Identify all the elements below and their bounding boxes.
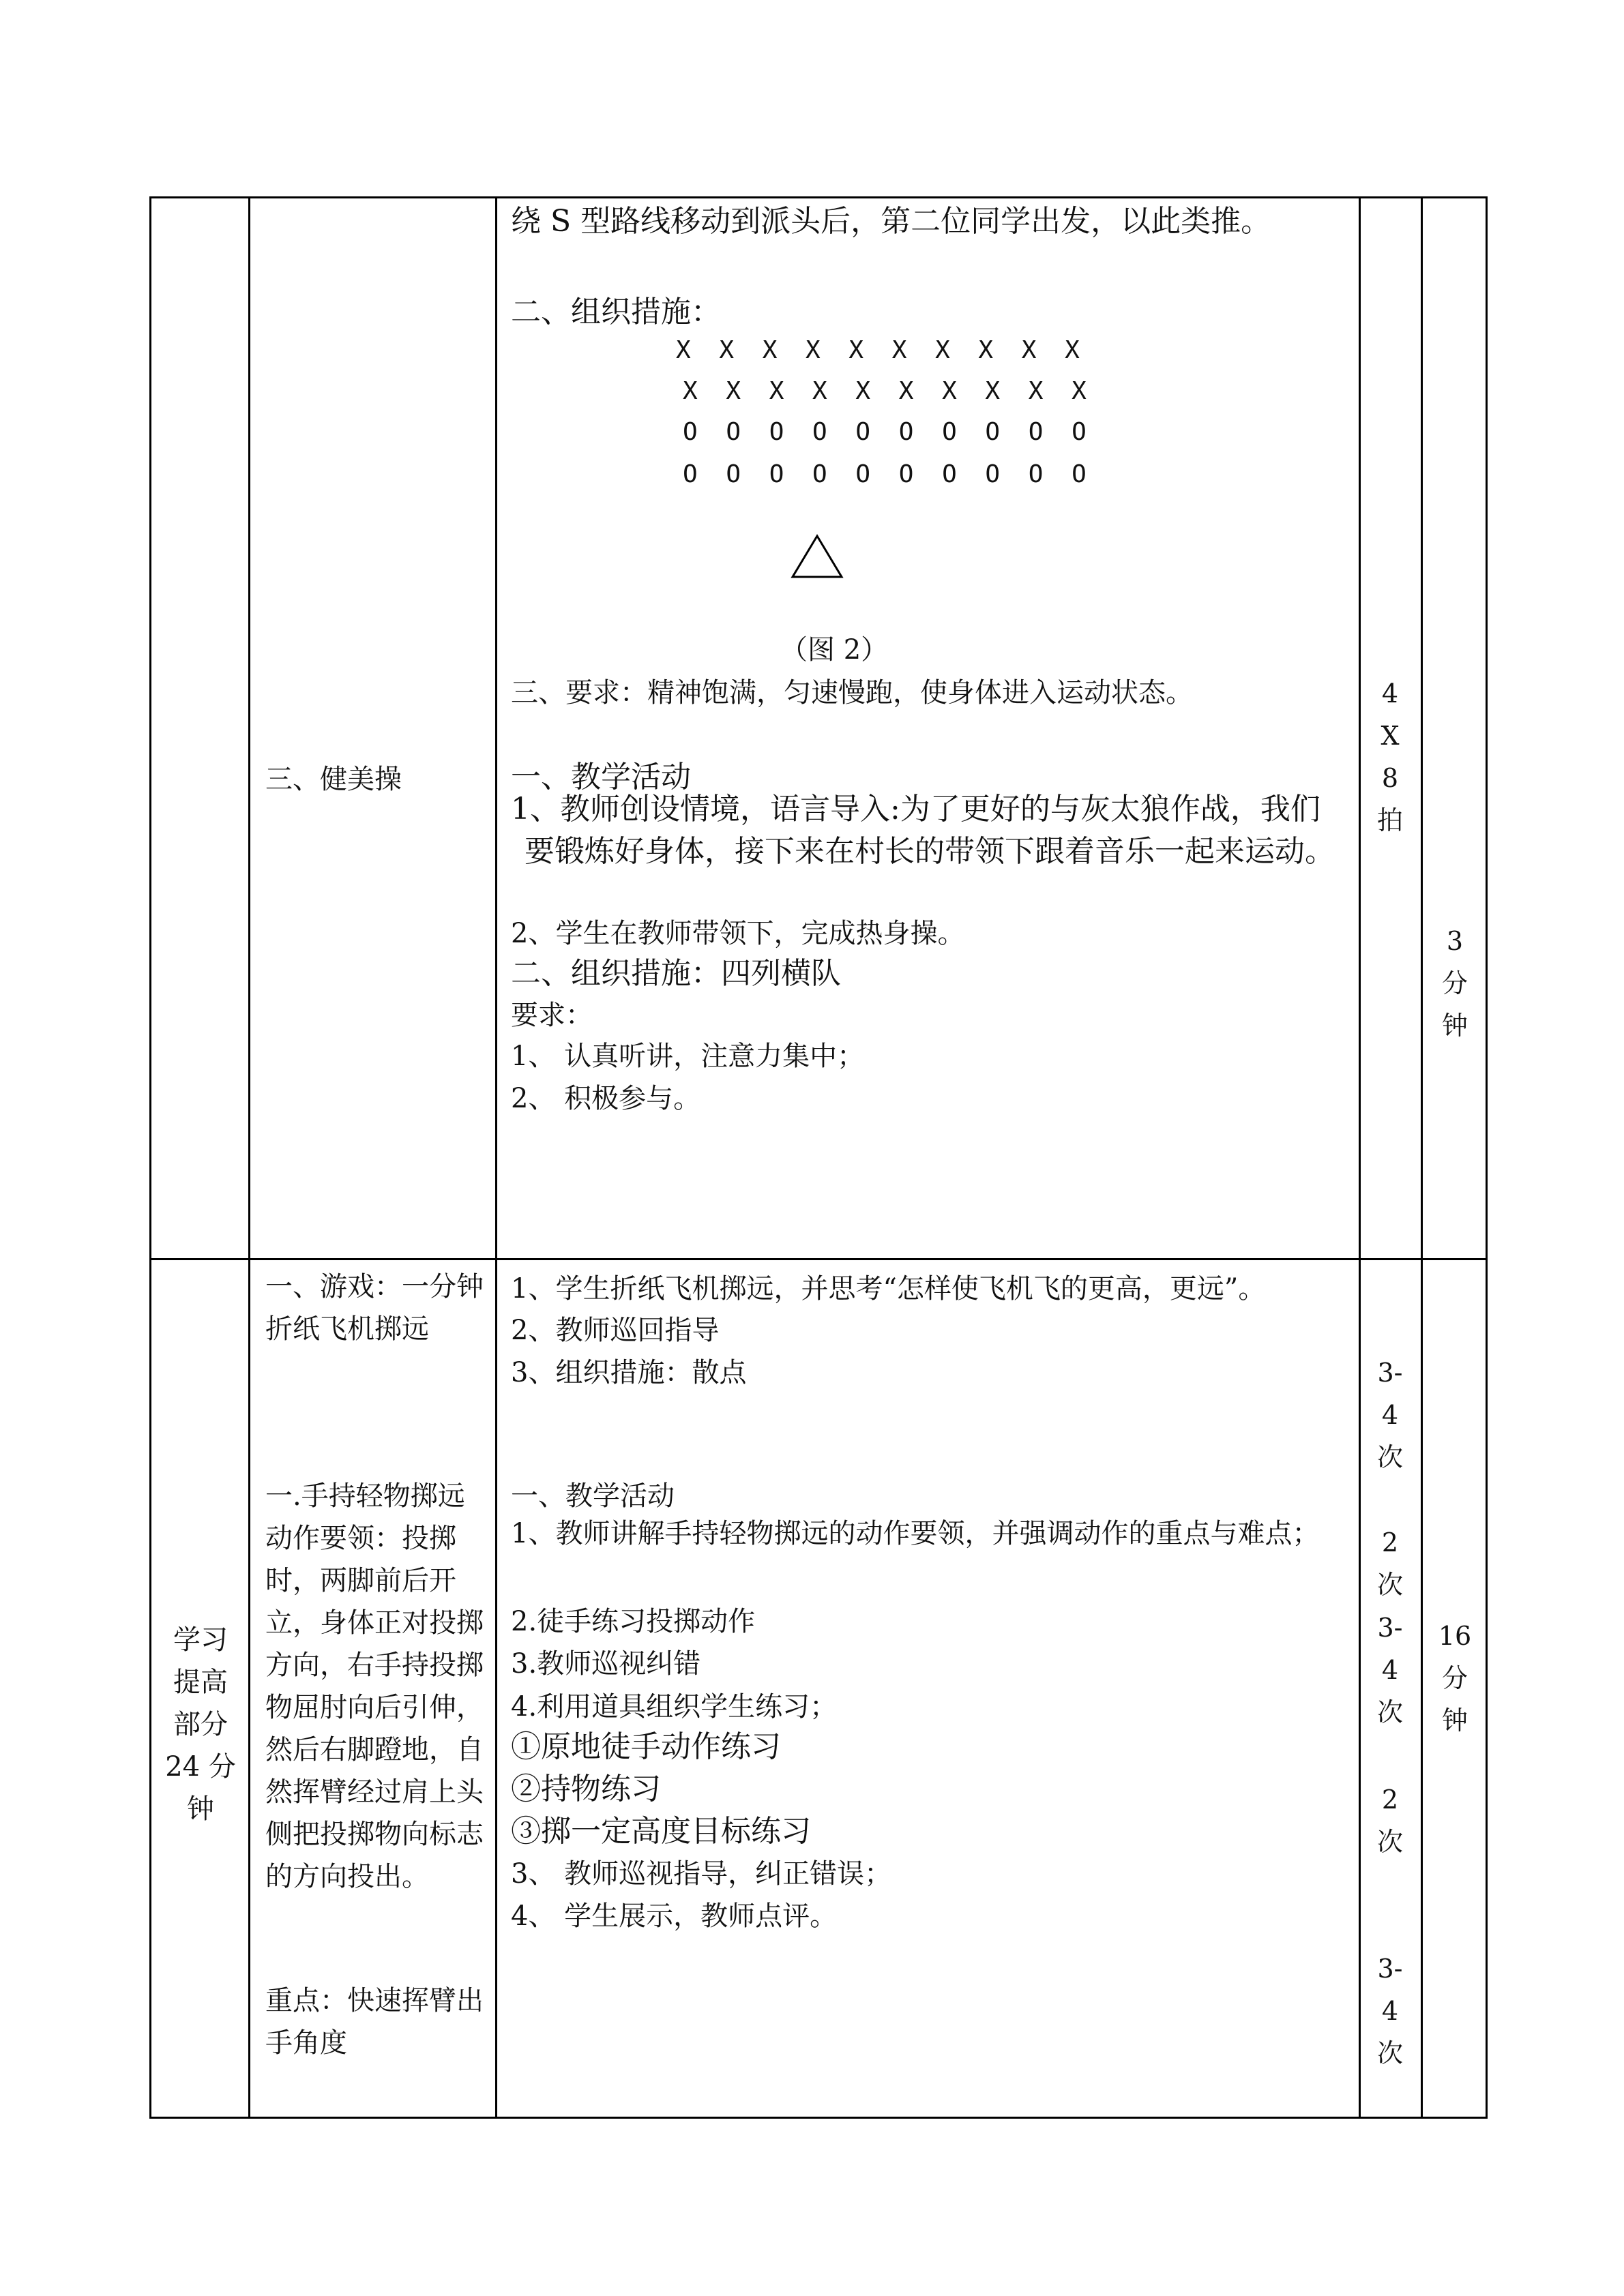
game-title: 一、游戏：一分钟折纸飞机掷远 — [265, 1271, 484, 1345]
count-char: 4 — [1381, 1996, 1399, 2026]
formation-row: X X X X X X X X X X — [683, 377, 1093, 405]
part-cell-empty — [151, 198, 250, 1259]
teach-item-text: 1、教师创设情境，语言导入:为了更好的与灰太狼作战，我们要锻炼好身体，接下来在村长的带领下跟着音乐一起来运动。 — [511, 792, 1335, 869]
method-cell — [250, 198, 497, 1259]
part-label-line: 提高 — [173, 1667, 228, 1698]
count-char: 2 — [1381, 1527, 1399, 1557]
count-char: X — [1381, 721, 1400, 751]
req-item: 2、 积极参与。 — [511, 1083, 701, 1114]
formation-row: X X X X X X X X X X — [676, 336, 1087, 364]
content-cell — [497, 198, 1360, 1259]
game-step: 2、教师巡回指导 — [511, 1315, 720, 1346]
count-group — [1366, 1352, 1414, 1478]
method-cell — [250, 1259, 497, 2118]
requirement-line: 三、要求：精神饱满，匀速慢跑，使身体进入运动状态。 — [511, 677, 1193, 709]
count-char: 次 — [1376, 2038, 1403, 2068]
throw-essentials: 一.手持轻物掷远动作要领：投掷时，两脚前后开立，身体正对投掷方向，右手持投掷物屈肘向后引伸，然后右脚蹬地，自然挥臂经过肩上头侧把投掷物向标志的方向投出。 — [265, 1480, 484, 1892]
req-item: 1、 认真听讲，注意力集中； — [511, 1041, 865, 1072]
teach-step: 4、 学生展示，教师点评。 — [511, 1900, 838, 1932]
part-label — [154, 1619, 247, 1830]
count-char: 4 — [1381, 1400, 1399, 1430]
part-label-line: 钟 — [187, 1793, 214, 1825]
time-char: 分 — [1441, 968, 1468, 998]
count-group — [1366, 1607, 1414, 1733]
org-line: 二、组织措施：四列横队 — [511, 956, 841, 991]
time-char: 分 — [1441, 1663, 1468, 1693]
teach-heading: 一、教学活动 — [511, 760, 691, 794]
key-point: 重点：快速挥臂出手角度 — [265, 1985, 484, 2059]
count-char: 3- — [1377, 1358, 1403, 1388]
section-title: 三、健美操 — [265, 764, 402, 795]
count-text — [1366, 672, 1414, 841]
req-heading: 要求： — [511, 1000, 593, 1031]
teach-item: 2、学生在教师带领下，完成热身操。 — [511, 918, 965, 949]
org-heading: 二、组织措施： — [511, 295, 721, 329]
count-char: 4 — [1381, 679, 1399, 709]
count-char: 8 — [1381, 763, 1399, 793]
teach-heading: 一、教学活动 — [511, 1480, 675, 1512]
formation-row: O O O O O O O O O O — [683, 460, 1093, 488]
count-group — [1366, 1778, 1414, 1863]
time-char: 钟 — [1441, 1705, 1468, 1735]
count-char: 拍 — [1376, 805, 1403, 835]
time-text — [1431, 920, 1479, 1047]
teach-step: 4.利用道具组织学生练习； — [511, 1691, 838, 1723]
count-char: 次 — [1376, 1827, 1403, 1857]
teach-step: 1、教师讲解手持轻物掷远的动作要领，并强调动作的重点与难点； — [511, 1518, 1320, 1549]
game-step: 1、学生折纸飞机掷远，并思考“怎样使飞机飞的更高，更远”。 — [511, 1273, 1266, 1304]
lesson-table — [149, 196, 1488, 2119]
content-cell — [497, 1259, 1360, 2118]
time-char: 钟 — [1441, 1011, 1468, 1041]
time-char: 16 — [1438, 1621, 1472, 1651]
time-text — [1431, 1615, 1479, 1742]
teacher-triangle-icon — [791, 534, 844, 579]
time-char: 3 — [1446, 926, 1464, 956]
practice-item: ①原地徒手动作练习 — [511, 1729, 781, 1764]
text-line: 绕 S 型路线移动到派头后，第二位同学出发，以此类推。 — [511, 204, 1271, 239]
teach-step: 3.教师巡视纠错 — [511, 1648, 701, 1680]
table-row — [151, 1259, 1487, 2118]
count-char: 2 — [1381, 1785, 1399, 1815]
count-char: 次 — [1376, 1570, 1403, 1600]
count-char: 4 — [1381, 1655, 1399, 1685]
part-label-line: 24 分 — [165, 1751, 236, 1783]
count-group — [1366, 1521, 1414, 1606]
count-group — [1366, 1948, 1414, 2074]
figure-caption: （图 2） — [780, 634, 889, 666]
formation-row: O O O O O O O O O O — [683, 418, 1093, 446]
count-char: 次 — [1376, 1697, 1403, 1727]
teach-item — [511, 788, 1340, 873]
teach-step: 3、 教师巡视指导，纠正错误； — [511, 1858, 892, 1890]
count-cell — [1360, 198, 1422, 1259]
game-step: 3、组织措施：散点 — [511, 1357, 747, 1388]
time-cell — [1422, 198, 1487, 1259]
practice-item: ③掷一定高度目标练习 — [511, 1814, 811, 1849]
practice-item: ②持物练习 — [511, 1772, 661, 1806]
part-label-line: 学习 — [173, 1624, 228, 1656]
count-char: 次 — [1376, 1442, 1403, 1472]
table-row — [151, 198, 1487, 1259]
count-char: 3- — [1377, 1613, 1403, 1643]
part-cell — [151, 1259, 250, 2118]
count-cell — [1360, 1259, 1422, 2118]
count-char: 3- — [1377, 1954, 1403, 1984]
teach-step: 2.徒手练习投掷动作 — [511, 1606, 756, 1637]
time-cell — [1422, 1259, 1487, 2118]
part-label-line: 部分 — [173, 1709, 228, 1740]
